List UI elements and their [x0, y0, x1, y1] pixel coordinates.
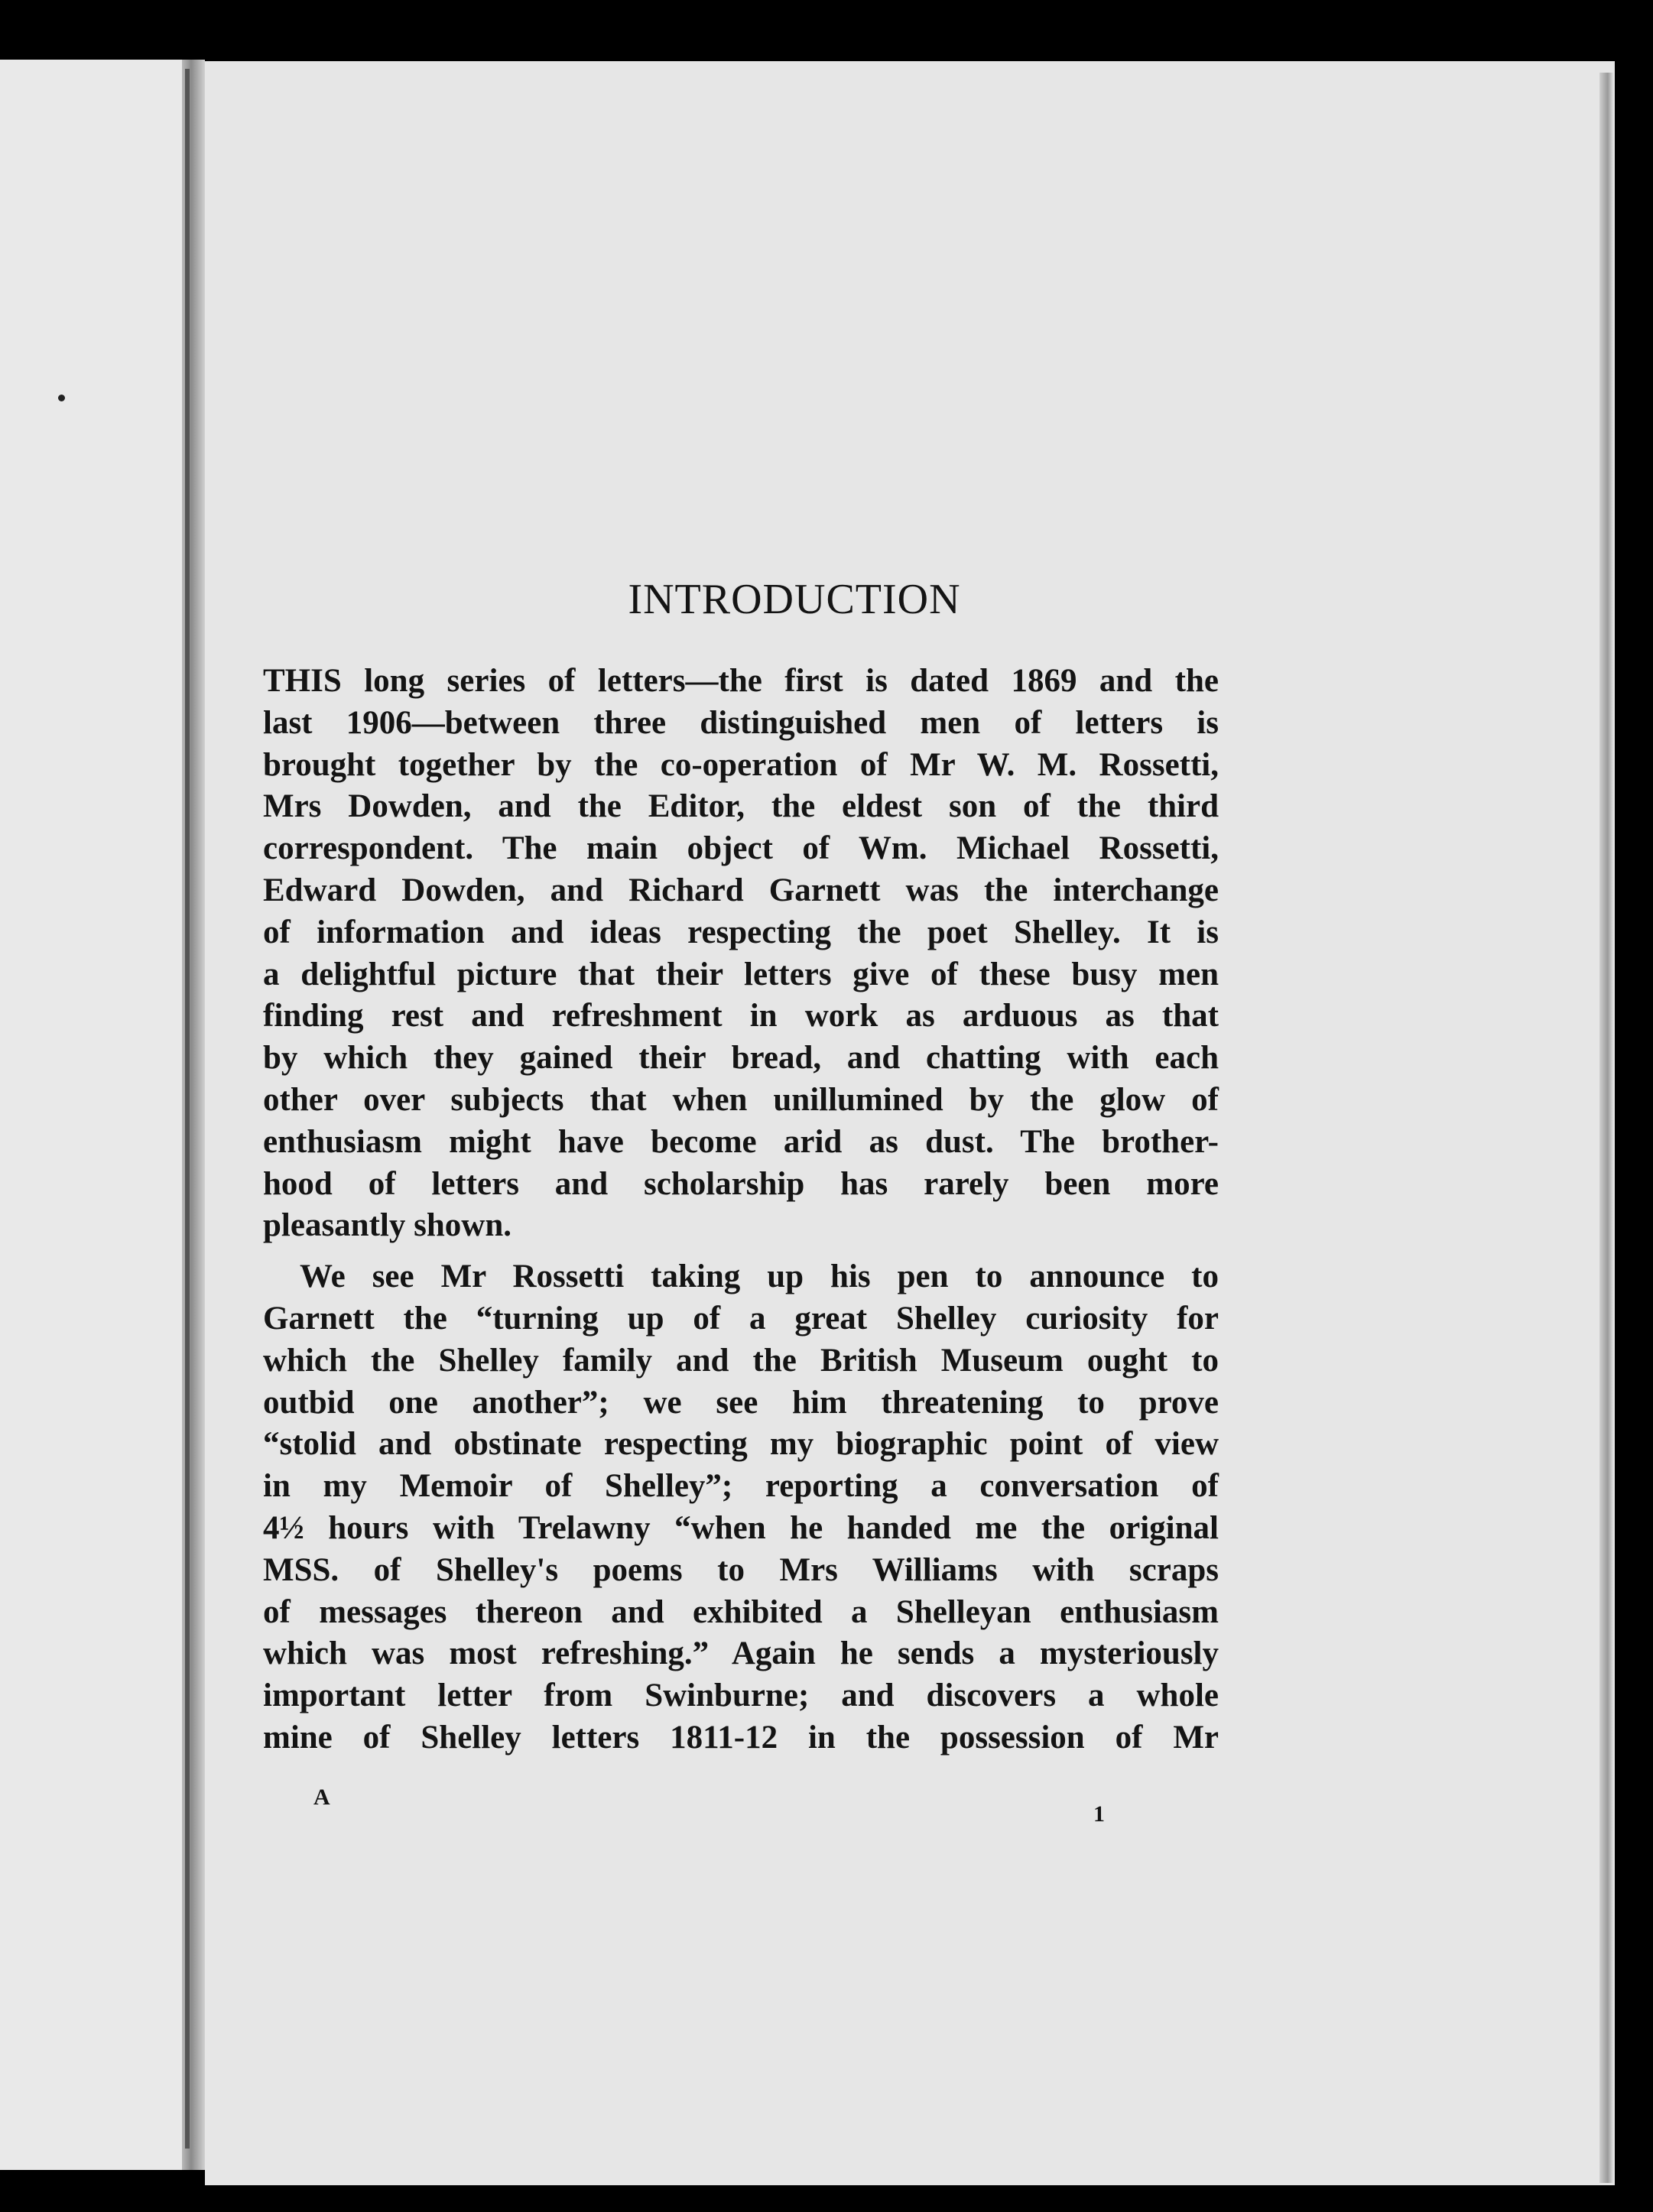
text-block: [263, 575, 1219, 1759]
page-edge-shadow: [1599, 73, 1613, 2183]
text-line: of messages thereon and exhibited a Shelleyan enthusiasm: [263, 1593, 1219, 1630]
text-line: THIS long series of letters—the first is dated 1869 and the: [263, 663, 1219, 699]
text-line: Mrs Dowden, and the Editor, the eldest son of the third: [263, 788, 1219, 825]
ink-speck: [58, 395, 65, 401]
signature-mark: A: [313, 1785, 330, 1810]
text-line: Garnett the “turning up of a great Shelley curiosity for: [263, 1300, 1219, 1337]
paragraph-1: [263, 661, 1219, 1247]
chapter-heading: INTRODUCTION: [628, 576, 961, 623]
text-line: by which they gained their bread, and chatting with each: [263, 1040, 1219, 1077]
left-page-edge: [0, 60, 182, 2170]
text-line: MSS. of Shelley's poems to Mrs Williams with scraps: [263, 1551, 1219, 1588]
text-line: 4½ hours with Trelawny “when he handed me the original: [263, 1509, 1219, 1546]
page-number: 1: [1093, 1801, 1105, 1827]
text-line: last 1906—between three distinguished men of letters is: [263, 704, 1219, 741]
text-line: pleasantly shown.: [263, 1207, 511, 1244]
text-line: which the Shelley family and the British Museum ought to: [263, 1342, 1219, 1379]
text-line: outbid one another”; we see him threatening to prove: [263, 1384, 1219, 1421]
text-line: hood of letters and scholarship has rarely been more: [263, 1165, 1219, 1202]
text-line: mine of Shelley letters 1811-12 in the possession of Mr: [263, 1719, 1219, 1756]
text-line: Edward Dowden, and Richard Garnett was the interchange: [263, 872, 1219, 908]
spine-shadow: [185, 69, 190, 2149]
text-line: other over subjects that when unillumined by the glow of: [263, 1081, 1219, 1118]
text-line: brought together by the co-operation of Mr W. M. Rossetti,: [263, 746, 1219, 783]
text-line: important letter from Swinburne; and discovers a whole: [263, 1678, 1219, 1714]
text-line: finding rest and refreshment in work as arduous as that: [263, 998, 1219, 1035]
text-line: correspondent. The main object of Wm. Michael Rossetti,: [263, 830, 1219, 867]
text-line: of information and ideas respecting the poet Shelley. It is: [263, 914, 1219, 950]
text-line: which was most refreshing.” Again he sends a mysteriously: [263, 1635, 1219, 1672]
text-line: We see Mr Rossetti taking up his pen to announce to: [300, 1259, 1219, 1295]
text-line: in my Memoir of Shelley”; reporting a conversation of: [263, 1468, 1219, 1505]
text-line: “stolid and obstinate respecting my biographic point of view: [263, 1426, 1219, 1463]
paragraph-2: [263, 1256, 1219, 1759]
text-line: enthusiasm might have become arid as dust. The brother-: [263, 1123, 1219, 1160]
text-line: a delightful picture that their letters give of these busy men: [263, 956, 1219, 992]
